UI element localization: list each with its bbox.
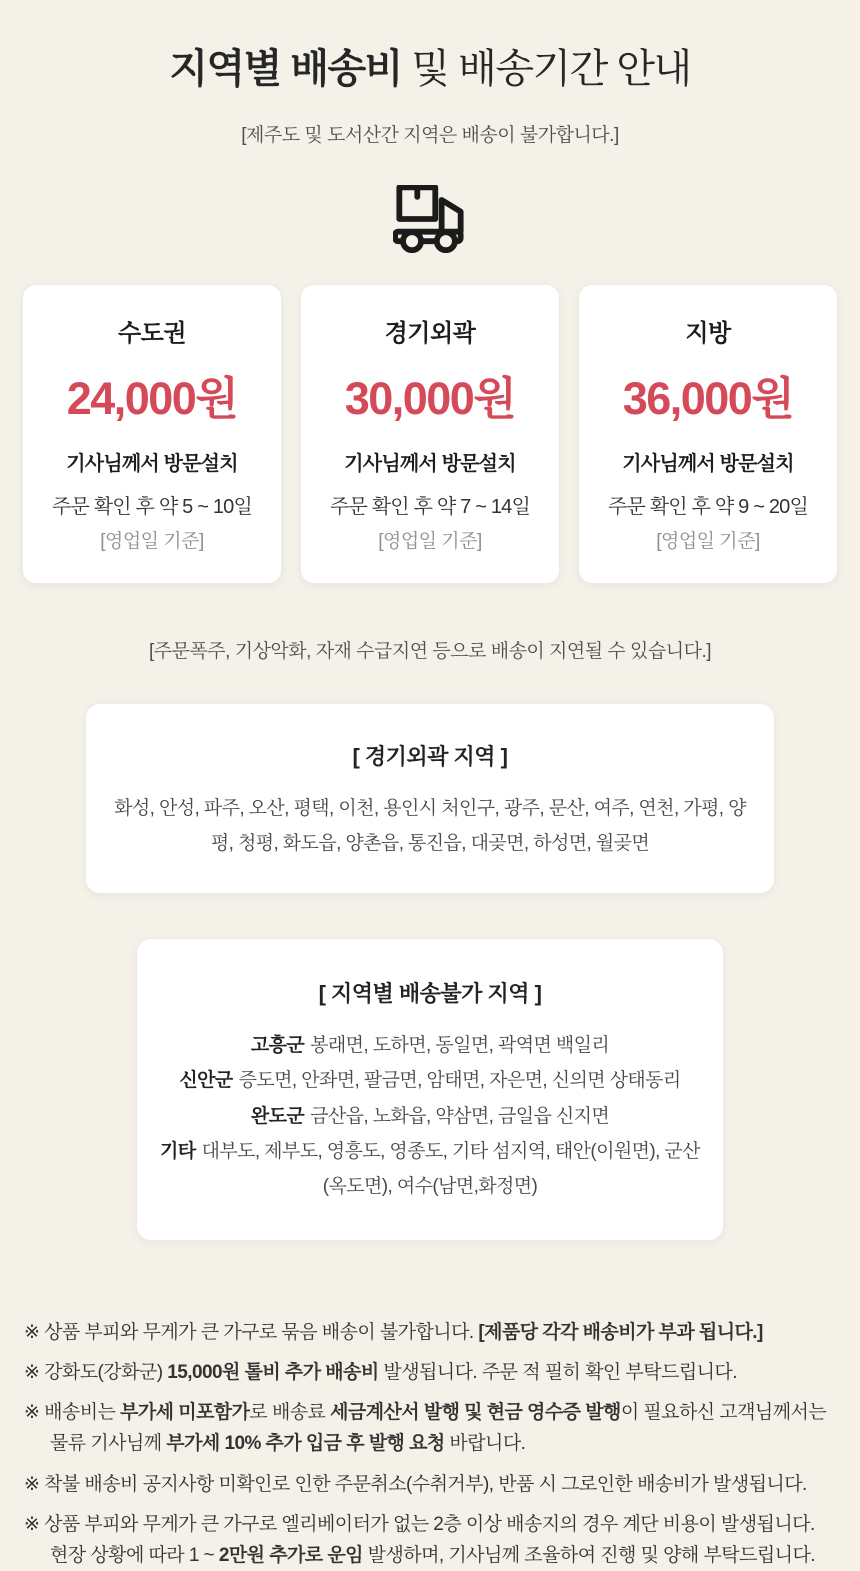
shipping-card-metropolitan bbox=[22, 284, 282, 584]
no-delivery-entry bbox=[155, 1134, 705, 1204]
card-delivery-period: 주문 확인 후 약 5 ~ 10일 bbox=[51, 496, 253, 518]
note-item: ※ 착불 배송비 공지사항 미확인로 인한 주문취소(수취거부), 반품 시 그로인한 배송비가 발생됩니다. bbox=[24, 1473, 807, 1495]
entry-area-detail: 증도면, 안좌면, 팔금면, 암태면, 자은면, 신의면 상태동리 bbox=[238, 1070, 681, 1092]
card-region-name: 수도권 bbox=[117, 320, 187, 347]
note-item: ※ 강화도(강화군) 15,000원 톨비 추가 배송비 발생됩니다. 주문 적 필히 확인 부탁드립니다. bbox=[24, 1362, 737, 1384]
truck-delivery-icon bbox=[393, 185, 467, 253]
note-item: ※ 상품 부피와 무게가 큰 가구로 엘리베이터가 없는 2층 이상 배송지의 경우 계단 비용이 발생됩니다. 현장 상황에 따라 1 ~ 2만원 추가로 운임 발생하며, 기사님께 조율하여 진행 및 양해 부탁드립니다. bbox=[24, 1513, 816, 1566]
no-delivery-entry bbox=[155, 1099, 705, 1134]
truck-icon-wrap bbox=[0, 185, 860, 258]
card-business-days-note: [영업일 기준] bbox=[656, 531, 760, 552]
card-install-note: 기사님께서 방문설치 bbox=[622, 453, 794, 475]
card-price: 24,000원 bbox=[66, 373, 238, 424]
card-install-note: 기사님께서 방문설치 bbox=[344, 453, 516, 475]
truck-wheel-left bbox=[403, 232, 421, 250]
page-header bbox=[0, 0, 860, 147]
no-delivery-region-box bbox=[136, 938, 724, 1241]
outskirts-region-box bbox=[85, 703, 775, 894]
note-item: ※ 상품 부피와 무게가 큰 가구로 묶음 배송이 불가합니다. [제품당 각각 배송비가 부과 됩니다.] bbox=[24, 1321, 763, 1343]
entry-area-detail: 금산읍, 노화읍, 약삼면, 금일읍 신지면 bbox=[310, 1105, 610, 1127]
page-subtitle: [제주도 및 도서산간 지역은 배송이 불가합니다.] bbox=[241, 125, 619, 146]
shipping-card-provincial bbox=[578, 284, 838, 584]
outskirts-box-title: [ 경기외곽 지역 ] bbox=[352, 744, 508, 769]
entry-area-name: 고흥군 bbox=[250, 1035, 305, 1057]
truck-wheel-right bbox=[437, 232, 455, 250]
fine-print-notes bbox=[0, 1317, 860, 1571]
card-install-note: 기사님께서 방문설치 bbox=[66, 453, 238, 475]
shipping-card-gyeonggi-outskirts bbox=[300, 284, 560, 584]
page-title bbox=[0, 46, 860, 92]
note-item: ※ 배송비는 부가세 미포함가로 배송료 세금계산서 발행 및 현금 영수증 발행이 필요하신 고객님께서는 물류 기사님께 부가세 10% 추가 입금 후 발행 요청 바랍니다. bbox=[24, 1402, 827, 1455]
outskirts-region-list: 화성, 안성, 파주, 오산, 평택, 이천, 용인시 처인구, 광주, 문산, 여주, 연천, 가평, 양평, 청평, 화도읍, 양촌읍, 통진읍, 대곶면, 하성면, 월곶면 bbox=[114, 798, 746, 855]
no-delivery-entries bbox=[155, 1028, 705, 1204]
card-delivery-period: 주문 확인 후 약 9 ~ 20일 bbox=[607, 496, 809, 518]
shipping-fee-cards bbox=[0, 284, 860, 584]
card-price: 36,000원 bbox=[622, 373, 794, 424]
card-region-name: 경기외곽 bbox=[384, 320, 476, 347]
page-title-strong: 지역별 배송비 bbox=[169, 47, 402, 91]
card-delivery-period: 주문 확인 후 약 7 ~ 14일 bbox=[329, 496, 531, 518]
no-delivery-box-title: [ 지역별 배송불가 지역 ] bbox=[318, 981, 542, 1007]
delivery-delay-notice: [주문폭주, 기상악화, 자재 수급지연 등으로 배송이 지연될 수 있습니다.] bbox=[148, 641, 712, 662]
no-delivery-entry bbox=[155, 1028, 705, 1063]
card-business-days-note: [영업일 기준] bbox=[378, 531, 482, 552]
page-title-rest: 및 배송기간 안내 bbox=[401, 47, 691, 91]
truck-cab-shape bbox=[442, 200, 461, 232]
no-delivery-entry bbox=[155, 1063, 705, 1098]
entry-area-detail: 대부도, 제부도, 영흥도, 영종도, 기타 섬지역, 태안(이원면), 군산(옥도면), 여수(남면,화정면) bbox=[201, 1140, 700, 1197]
entry-area-name: 신안군 bbox=[179, 1070, 233, 1092]
entry-area-name: 완도군 bbox=[250, 1105, 305, 1127]
entry-area-name: 기타 bbox=[160, 1140, 196, 1162]
card-region-name: 지방 bbox=[685, 320, 731, 347]
card-business-days-note: [영업일 기준] bbox=[100, 531, 204, 552]
entry-area-detail: 봉래면, 도하면, 동일면, 곽역면 백일리 bbox=[310, 1035, 610, 1057]
card-price: 30,000원 bbox=[344, 373, 516, 424]
